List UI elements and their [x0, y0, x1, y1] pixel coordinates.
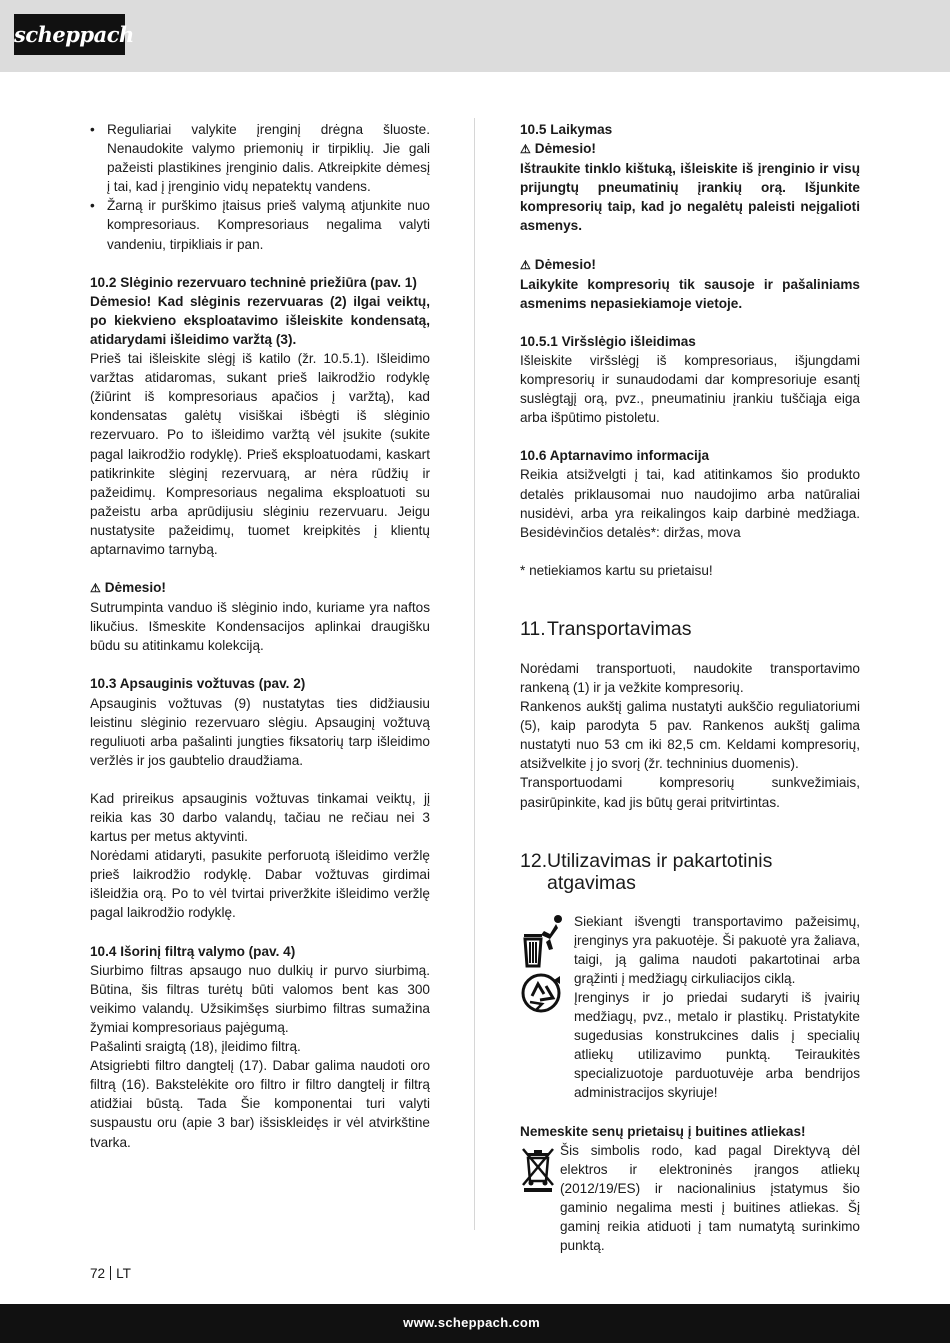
chapter-11-paragraph: Transportuodami kompresorių sunkvežimiais, pasirūpinkite, kad jis būtų gerai pritvirtintas. — [520, 775, 860, 810]
left-column — [90, 120, 430, 1152]
warning-heading: ⚠ Dėmesio! — [90, 580, 166, 596]
materials-paragraph: Įrenginys ir jo priedai sudaryti iš įvairių medžiagų, pvz., metalo ir plastikų. Pristatykite sugedusias konstrukcines dalis į specialių atliekų utilizavimo punktą. Teiraukitės specializuotoje parduotuvėje arba bendrijos administracijos skyriuje! — [574, 990, 860, 1101]
cleaning-bullet-list — [90, 120, 430, 254]
section-10-6-body: Reikia atsižvelgti į tai, kad atitinkamos šio produkto detalės priklausomai nuo naudojimo arba natūraliai nusidėvi, arba yra reikalingos kaip darbinė medžiaga. Besidėvinčios detalės*: diržas, mova — [520, 467, 860, 540]
warning-body: Ištraukite tinklo kištuką, išleiskite iš įrenginio ir visų prijungtų pneumatinių įrankių orą. Išjunkite kompresorių taip, kad jo negalėtų paleisti neįgalioti asmenys. — [520, 161, 860, 234]
list-item: • Žarną ir purškimo įtaisus prieš valymą atjunkite nuo kompresoriaus. Kompresoriaus negalima valyti vandeniu, tirpikliais ir pan. — [90, 198, 430, 252]
section-title-10-4: 10.4 Išorinį filtrą valymo (pav. 4) — [90, 943, 296, 959]
column-divider — [474, 118, 475, 1230]
section-10-2-warning: Dėmesio! Kad slėginis rezervuaras (2) ilgai veiktų, po kiekvieno eksploatavimo išleiskite kondensatą, atidarydami išleidimo varžtą (3). — [90, 293, 430, 347]
section-10-3-paragraph: Apsauginis vožtuvas (9) nustatytas ties didžiausiu leistinu slėginio rezervuaro slėgiu. Apsauginį vožtuvą reguliuoti arba pašalinti jungties fiksatorių tarp išleidimo veržlės ir jos gaubtelio draudžiama. — [90, 695, 430, 768]
footnote: * netiekiamos kartu su prietaisu! — [520, 562, 713, 578]
weee-body: Šis simbolis rodo, kad pagal Direktyvą dėl elektros ir elektroninės įrangos atliekų (2012/19/ES) ir nacionalinius įstatymus šio gaminio negalima mesti į buitines atliekas. Šį gaminį reikia atiduoti į tam numatytą surinkimo punktą. — [560, 1142, 860, 1254]
weee-block — [520, 1141, 860, 1256]
list-item: • Reguliariai valykite įrenginį drėgna šluoste. Nenaudokite valymo priemonių ir tirpiklių. Jie gali pažeisti plastikines įrenginio dalis. Atkreipkite dėmesį į tai, kad į įrenginio vidų nepatektų vandens. — [90, 122, 430, 195]
crossed-bin-icon — [520, 1147, 556, 1193]
recycle-icon — [520, 972, 566, 1014]
chapter-11-paragraph: Rankenos aukštį galima nustatyti aukščio reguliatoriumi (5), kaip parodyta 5 pav. Rankenos aukštį galima nustatyti nuo 53 cm iki 82,5 cm. Keldami kompresorių, atsižvelkite į jo svorį (žr. techninius duomenis). — [520, 699, 860, 772]
section-10-5-1-body: Išleiskite viršslėgį iš kompresoriaus, išjungdami kompresorių ir sunaudodami dar kompresoriuje esantį suslėgtąjį orą, pvz., pneumatiniu įrankiu tuščiąja eiga arba išpūtimo pistoletu. — [520, 352, 860, 426]
warning-triangle-icon: ⚠ — [520, 142, 531, 157]
chapter-title-12: 12.Utilizavimas ir pakartotinis atgavimas — [520, 849, 773, 894]
weee-title: Nemeskite senų prietaisų į buitines atliekas! — [520, 1123, 806, 1139]
scheppach-logo: scheppach — [14, 14, 125, 55]
warning-body: Laikykite kompresorių tik sausoje ir pašaliniams asmenims nepasiekiamoje vietoje. — [520, 276, 860, 311]
packaging-paragraph: Siekiant išvengti transportavimo pažeisimų, įrenginys yra pakuotėje. Ši pakuotė yra žaliava, taigi, ją galima naudoti pakartotinai arba grąžinti į medžiagų cirkuliacijos ciklą. — [574, 913, 860, 986]
chapter-11-paragraph: Norėdami transportuoti, naudokite transportavimo rankeną (1) ir ja vežkite kompresorių. — [520, 660, 860, 695]
section-10-4-paragraph: Pašalinti sraigtą (18), įleidimo filtrą. — [90, 1039, 301, 1055]
warning-heading: ⚠ Dėmesio! — [520, 141, 596, 157]
section-title-10-3: 10.3 Apsauginis vožtuvas (pav. 2) — [90, 676, 306, 692]
page-header — [0, 0, 950, 72]
warning-heading: ⚠ Dėmesio! — [520, 256, 596, 272]
section-10-2-body: Prieš tai išleiskite slėgį iš katilo (žr. 10.5.1). Išleidimo varžtas atidaromas, sukant prieš laikrodžio rodyklę (žiūrint iš kompresoriaus apačios į varžtą), kad kondensatas galėtų visiškai išbėgti iš slėginio rezervuaro. Po to išleidimo varžtą vėl įsukite (sukite pagal laikrodžio rodyklę). Prieš eksploatuodami, kaskart patikrinkite slėginį rezervuarą, ar nėra rūdžių ir pažeidimų. Kompresoriaus negalima eksploatuoti su pažeistu arba aprūdijusiu slėginiu rezervuaru. Jeigu nustatysite pažeidimų, tuomet kreipkitės į klientų aptarnavimo tarnybą. — [90, 351, 430, 557]
section-title-10-6: 10.6 Aptarnavimo informacija — [520, 448, 710, 464]
section-10-4-paragraph: Siurbimo filtras apsaugo nuo dulkių ir purvo siurbimą. Būtina, šis filtras turėtų būti valomos bent kas 300 veikimo valandų. Užsikimšęs siurbimo filtras sumažina žymiai kompresoriaus pajėgumą. — [90, 962, 430, 1035]
section-10-3-paragraph: Kad prireikus apsauginis vožtuvas tinkamai veiktų, jį reikia kas 30 darbo valandų, tačiau ne rečiau nei 3 kartus per metus aktyvinti. — [90, 790, 430, 845]
page-number: 72 LT — [90, 1266, 131, 1281]
website-link[interactable]: www.scheppach.com — [403, 1315, 540, 1330]
section-title-10-2: 10.2 Slėginio rezervuaro techninė priežiūra (pav. 1) — [90, 274, 417, 290]
section-10-3-paragraph: Norėdami atidaryti, pasukite perforuotą išleidimo veržlę prieš laikrodžio rodyklę. Dabar vožtuvas girdimai išleidžia orą. Po to vėl tvirtai priveržkite išleidimo veržlę pagal laikrodžio rodyklę. — [90, 848, 430, 921]
right-column — [520, 120, 860, 1255]
section-title-10-5: 10.5 Laikymas — [520, 122, 613, 137]
chapter-title-11: 11.Transportavimas — [520, 617, 692, 640]
warning-body: Sutrumpinta vanduo iš slėginio indo, kuriame yra naftos likučius. Išmeskite Kondensacijos aplinkai draugišku būdu su atitinkamu kolekciją. — [90, 600, 430, 654]
section-title-10-5-1: 10.5.1 Viršslėgio išleidimas — [520, 333, 696, 349]
page-footer — [0, 1304, 950, 1343]
waste-bin-icon — [520, 914, 566, 972]
warning-triangle-icon: ⚠ — [520, 257, 531, 272]
warning-triangle-icon: ⚠ — [90, 581, 101, 596]
recycling-block — [520, 912, 860, 1103]
section-10-4-paragraph: Atsigriebti filtro dangtelį (17). Dabar galima naudoti oro filtrą (16). Bakstelėkite oro filtro ir filtro dangtelį ir filtrą atidžiai būstą. Tada Šie komponentai turi valyti suspaustu oru (apie 3 bar) išsisklеidęs ir vėl atvirkštine tvarka. — [90, 1058, 430, 1150]
